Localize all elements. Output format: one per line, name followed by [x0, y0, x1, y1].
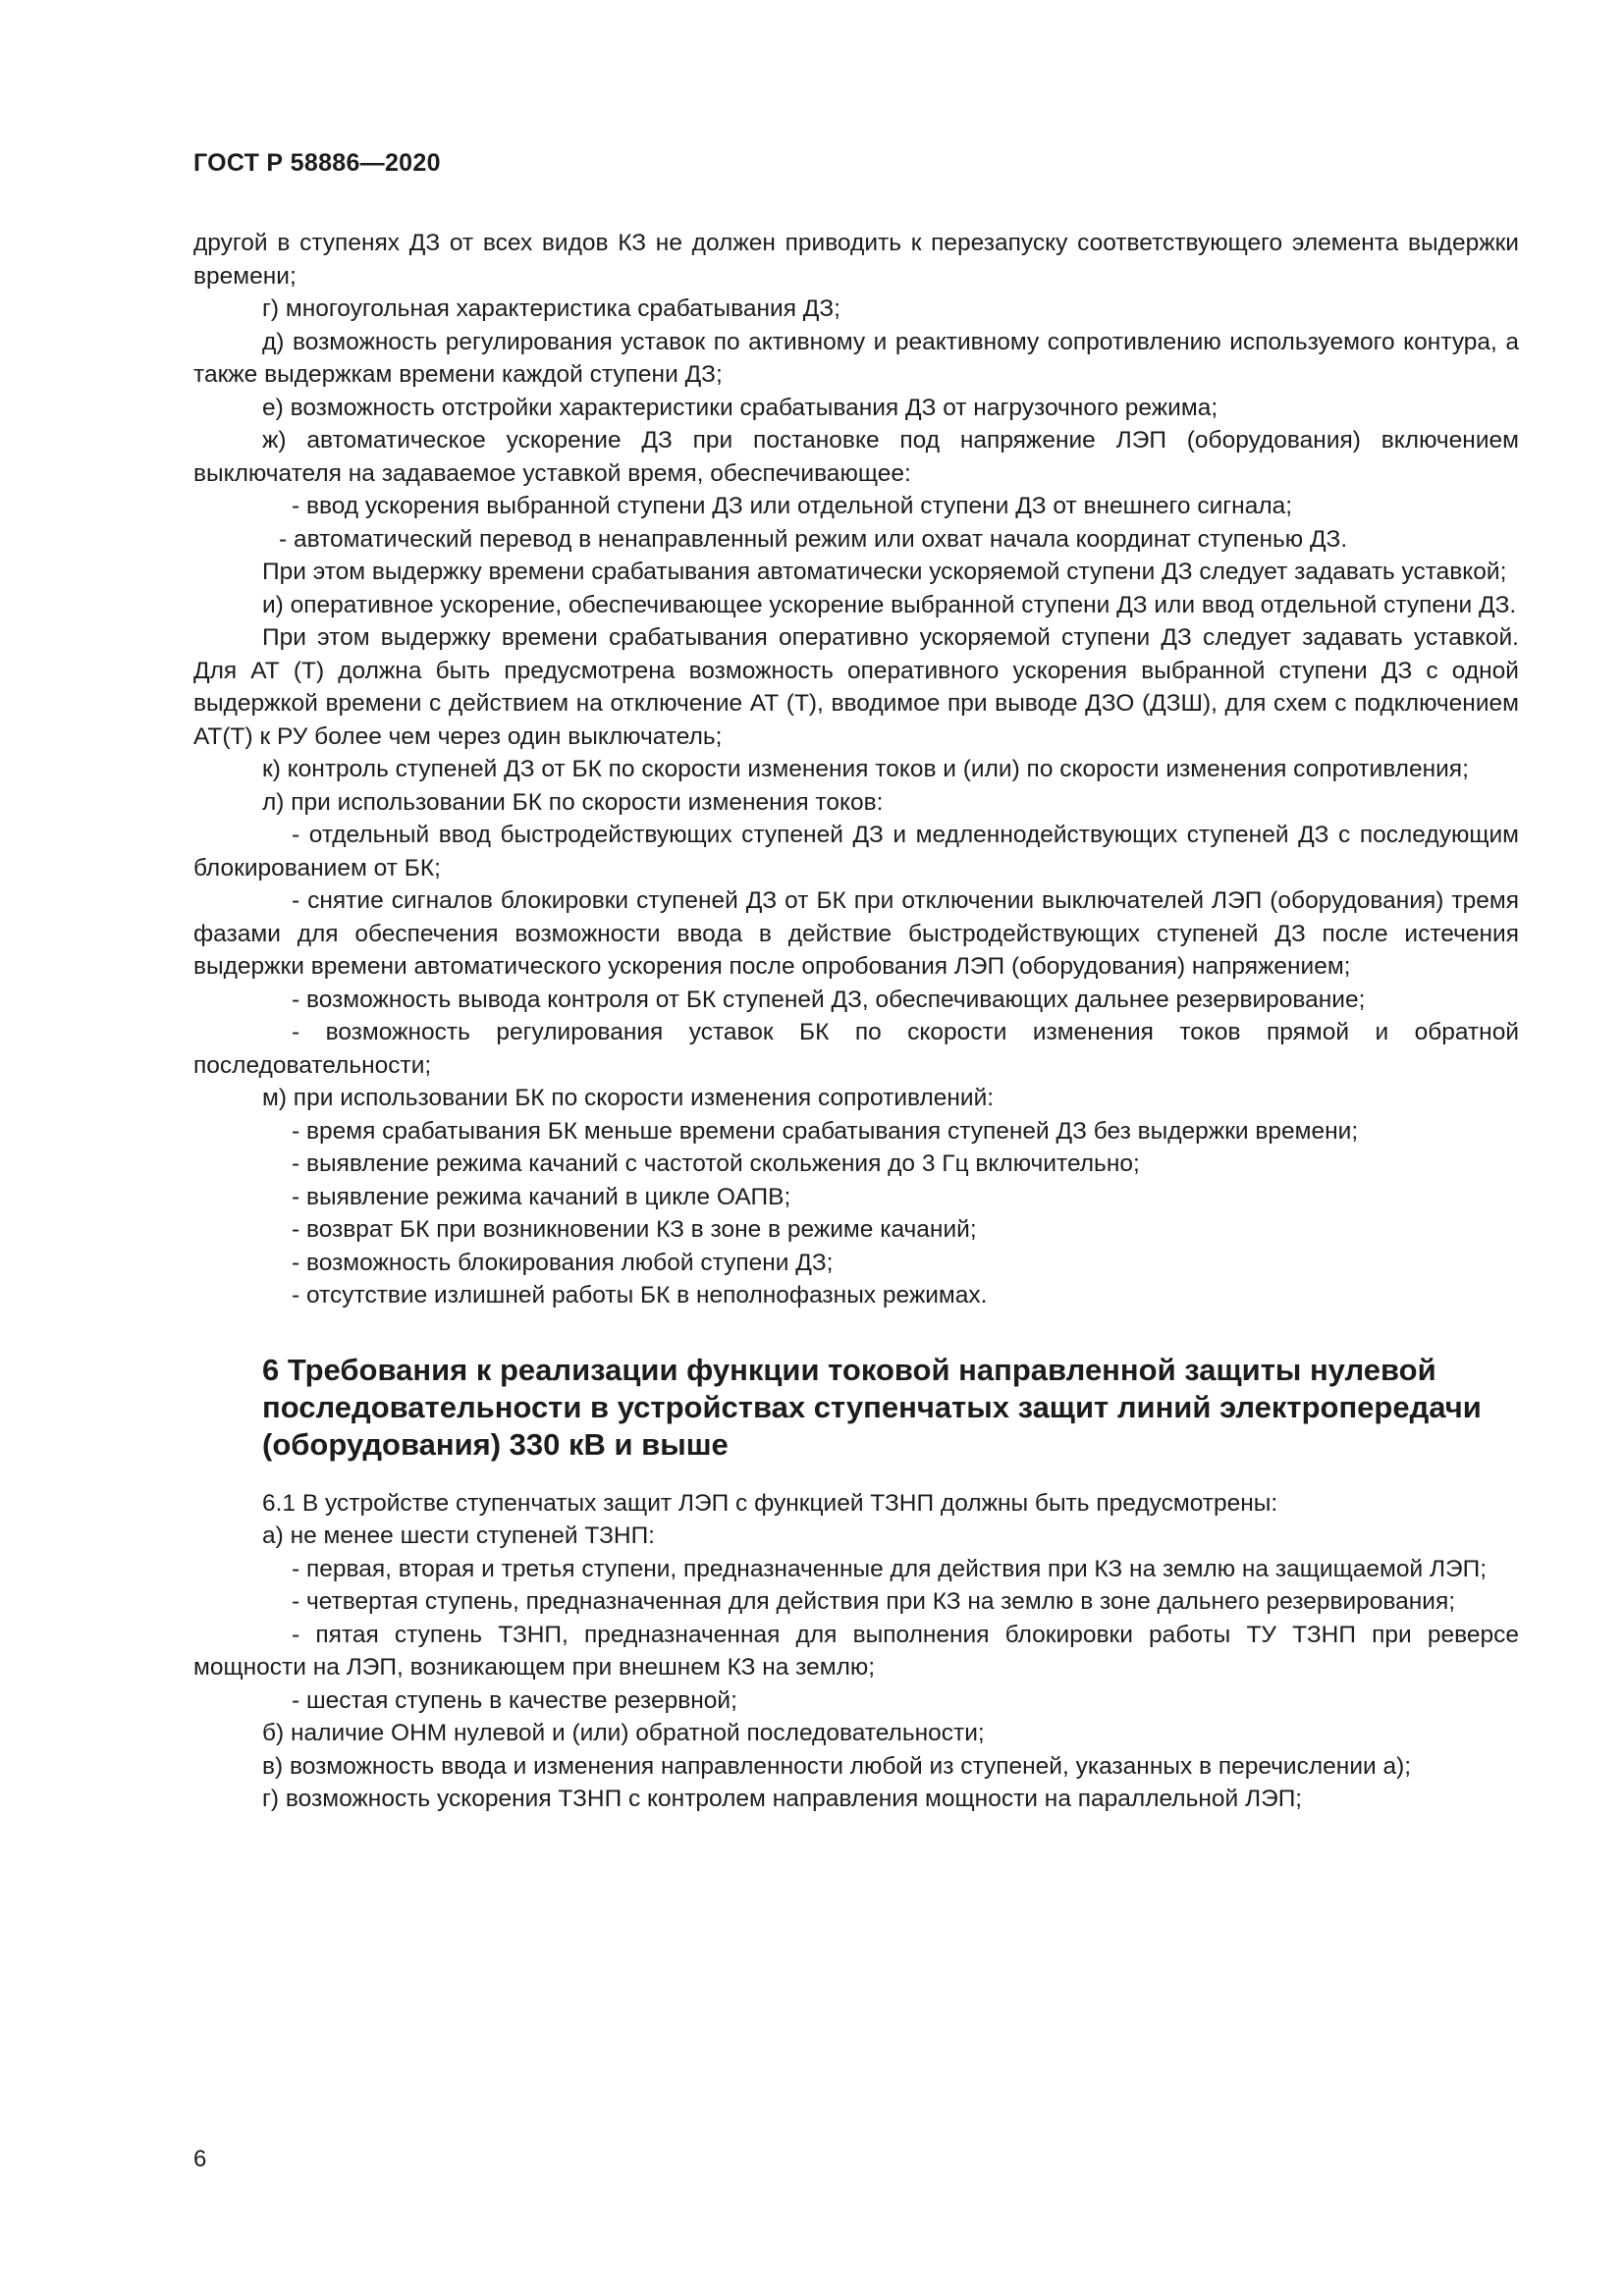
paragraph: г) многоугольная характеристика срабатывания ДЗ; [262, 295, 840, 322]
paragraph: д) возможность регулирования уставок по активному и реактивному сопротивлению используемого контура, а также выдержкам времени каждой ступени ДЗ; [193, 328, 1519, 388]
paragraph: м) при использовании БК по скорости изменения сопротивлений: [262, 1085, 995, 1111]
top-paragraphs [193, 227, 1519, 1312]
paragraph: б) наличие ОНМ нулевой и (или) обратной последовательности; [262, 1720, 985, 1746]
list-item: - отсутствие излишней работы БК в неполнофазных режимах. [292, 1282, 988, 1308]
paragraph: а) не менее шести ступеней ТЗНП: [262, 1522, 655, 1549]
document-body [193, 227, 1519, 1816]
paragraph: в) возможность ввода и изменения направленности любой из ступеней, указанных в перечислении а); [262, 1752, 1412, 1780]
paragraph: При этом выдержку времени срабатывания автоматически ускоряемой ступени ДЗ следует задавать уставкой; [262, 559, 1507, 585]
list-item: - шестая ступень в качестве резервной; [292, 1686, 737, 1714]
section-heading: 6 Требования к реализации функции токовой направленной защиты нулевой последовательности в устройствах ступенчатых защит линий электропередачи (оборудования) 330 кВ и выше [262, 1352, 1482, 1462]
bottom-paragraphs [193, 1487, 1519, 1816]
paragraph: другой в ступенях ДЗ от всех видов КЗ не должен приводить к перезапуску соответствующего элемента выдержки времени; [193, 230, 1519, 290]
list-item: - возврат БК при возникновении КЗ в зоне в режиме качаний; [292, 1216, 977, 1243]
list-item: - снятие сигналов блокировки ступеней ДЗ от БК при отключении выключателей ЛЭП (оборудования) тремя фазами для обеспечения возможности ввода в действие быстродействующих ступеней ДЗ после истечения выдержки времени автоматического ускорения после опробования ЛЭП (оборудования) напряжением; [193, 887, 1519, 980]
list-item: - возможность вывода контроля от БК ступеней ДЗ, обеспечивающих дальнее резервирование; [292, 986, 1366, 1013]
list-item: - первая, вторая и третья ступени, предназначенные для действия при КЗ на землю на защищаемой ЛЭП; [292, 1555, 1488, 1582]
paragraph: При этом выдержку времени срабатывания оперативно ускоряемой ступени ДЗ следует задавать уставкой. Для АТ (Т) должна быть предусмотрена возможность оперативного ускорения выбранной ступени ДЗ с одной выдержкой времени с действием на отключение АТ (Т), вводимое при выводе ДЗО (ДЗШ), для схем с подключением АТ(Т) к РУ более чем через один выключатель; [193, 624, 1519, 750]
list-item: - четвертая ступень, предназначенная для действия при КЗ на землю в зоне дальнего резервирования; [292, 1588, 1456, 1615]
list-item: - ввод ускорения выбранной ступени ДЗ или отдельной ступени ДЗ от внешнего сигнала; [292, 493, 1293, 519]
list-item: - выявление режима качаний с частотой скольжения до 3 Гц включительно; [292, 1150, 1140, 1177]
list-item: - время срабатывания БК меньше времени срабатывания ступеней ДЗ без выдержки времени; [292, 1117, 1359, 1145]
list-item: - пятая ступень ТЗНП, предназначенная для выполнения блокировки работы ТУ ТЗНП при реверсе мощности на ЛЭП, возникающем при внешнем КЗ на землю; [193, 1621, 1519, 1681]
list-item: - выявление режима качаний в цикле ОАПВ; [292, 1183, 791, 1210]
list-item: - возможность регулирования уставок БК по скорости изменения токов прямой и обратной последовательности; [193, 1019, 1519, 1079]
paragraph: ж) автоматическое ускорение ДЗ при постановке под напряжение ЛЭП (оборудования) включением выключателя на задаваемое уставкой время, обеспечивающее: [193, 427, 1519, 487]
paragraph: 6.1 В устройстве ступенчатых защит ЛЭП с функцией ТЗНП должны быть предусмотрены: [262, 1489, 1278, 1517]
page-number: 6 [193, 2146, 207, 2172]
document-header: ГОСТ Р 58886—2020 [193, 149, 441, 177]
paragraph: г) возможность ускорения ТЗНП с контролем направления мощности на параллельной ЛЭП; [262, 1786, 1303, 1812]
paragraph: л) при использовании БК по скорости изменения токов: [262, 788, 884, 816]
list-item: - возможность блокирования любой ступени ДЗ; [292, 1249, 834, 1276]
paragraph: е) возможность отстройки характеристики срабатывания ДЗ от нагрузочного режима; [262, 394, 1218, 421]
paragraph: к) контроль ступеней ДЗ от БК по скорости изменения токов и (или) по скорости изменения сопротивления; [262, 756, 1469, 782]
paragraph: и) оперативное ускорение, обеспечивающее ускорение выбранной ступени ДЗ или ввод отдельной ступени ДЗ. [262, 591, 1517, 618]
list-item: - автоматический перевод в ненаправленный режим или охват начала координат ступенью ДЗ. [279, 525, 1348, 553]
list-item: - отдельный ввод быстродействующих ступеней ДЗ и медленнодействующих ступеней ДЗ с последующим блокированием от БК; [193, 822, 1519, 881]
